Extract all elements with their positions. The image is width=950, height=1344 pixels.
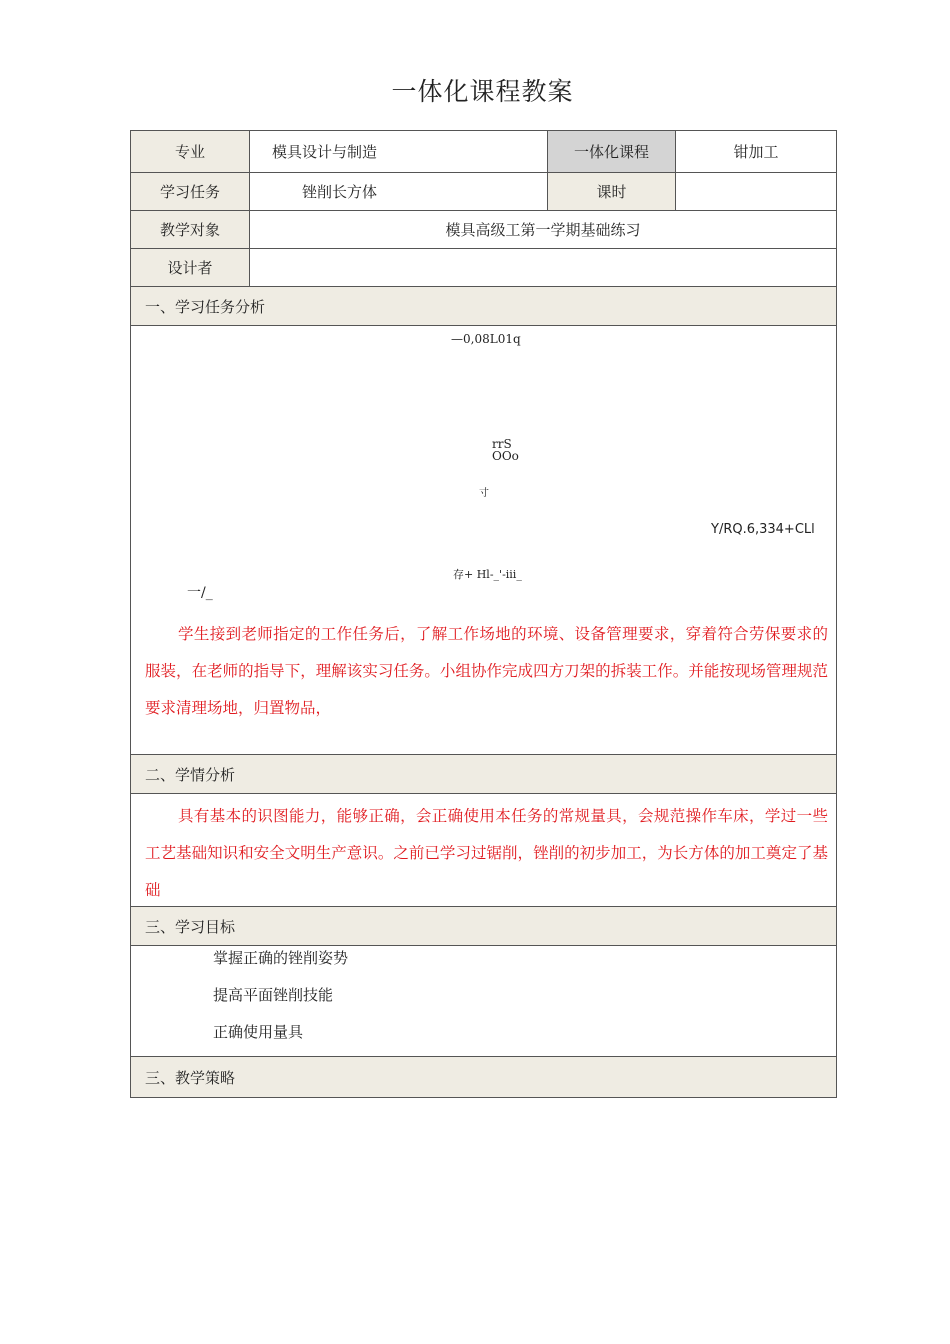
analysis-heading: 一、学习任务分析: [131, 287, 837, 326]
row-goals-heading: [131, 907, 837, 946]
row-target: [131, 211, 837, 249]
drawing-text-rrs: rrS: [492, 437, 512, 451]
goal-item: 掌握正确的锉削姿势: [213, 949, 349, 967]
designer-value: [250, 249, 837, 287]
row-task: [131, 173, 837, 211]
goals-heading: 三、学习目标: [131, 907, 837, 946]
drawing-text-ooo: OOo: [492, 449, 519, 463]
task-value: 锉削长方体: [250, 173, 548, 211]
drawing-text-roughness: Y/RQ.6,334+CLl: [711, 522, 815, 537]
designer-label: 设计者: [131, 249, 250, 287]
analysis-paragraph: 学生接到老师指定的工作任务后，了解工作场地的环境、设备管理要求，穿着符合劳保要求的服装，在老师的指导下，理解该实习任务。小组协作完成四方刀架的拆装工作。并能按现场管理规范要求清理场地，归置物品，: [145, 625, 828, 717]
goal-item: 提高平面锉削技能: [213, 986, 334, 1004]
task-label: 学习任务: [131, 173, 250, 211]
strategy-heading: 三、教学策略: [131, 1057, 837, 1098]
learner-paragraph: 具有基本的识图能力，能够正确，会正确使用本任务的常规量具，会规范操作车床，学过一些工艺基础知识和安全文明生产意识。之前已学习过锯削，锉削的初步加工，为长方体的加工奠定了基础: [145, 807, 828, 899]
row-analysis-body: [131, 326, 837, 755]
row-learner-body: [131, 794, 837, 907]
page-title: 一体化课程教案: [391, 77, 574, 106]
row-analysis-heading: [131, 287, 837, 326]
target-value: 模具高级工第一学期基础练习: [250, 211, 837, 249]
row-designer: [131, 249, 837, 287]
row-strategy-heading: [131, 1057, 837, 1098]
goal-item: 正确使用量具: [213, 1023, 304, 1041]
hours-value: [676, 173, 837, 211]
lesson-plan-table: [130, 130, 837, 1098]
drawing-text-bottom: 存+ Hl-_'-ⅲ_: [453, 568, 522, 581]
learner-heading: 二、学情分析: [131, 755, 837, 794]
row-goals-body: [131, 946, 837, 1057]
course-label: 一体化课程: [548, 131, 676, 173]
major-label: 专业: [131, 131, 250, 173]
major-value: 模具设计与制造: [250, 131, 548, 173]
hours-label: 课时: [548, 173, 676, 211]
row-major: [131, 131, 837, 173]
drawing-text-dimension: 寸: [479, 488, 489, 499]
row-learner-heading: [131, 755, 837, 794]
learner-body: [131, 794, 837, 907]
drawing-text-tolerance: —0,08L01q: [451, 332, 521, 346]
course-value: 钳加工: [676, 131, 837, 173]
goals-body: [131, 946, 837, 1057]
target-label: 教学对象: [131, 211, 250, 249]
analysis-body: [131, 326, 837, 755]
drawing-text-corner: 一/_: [187, 585, 213, 601]
